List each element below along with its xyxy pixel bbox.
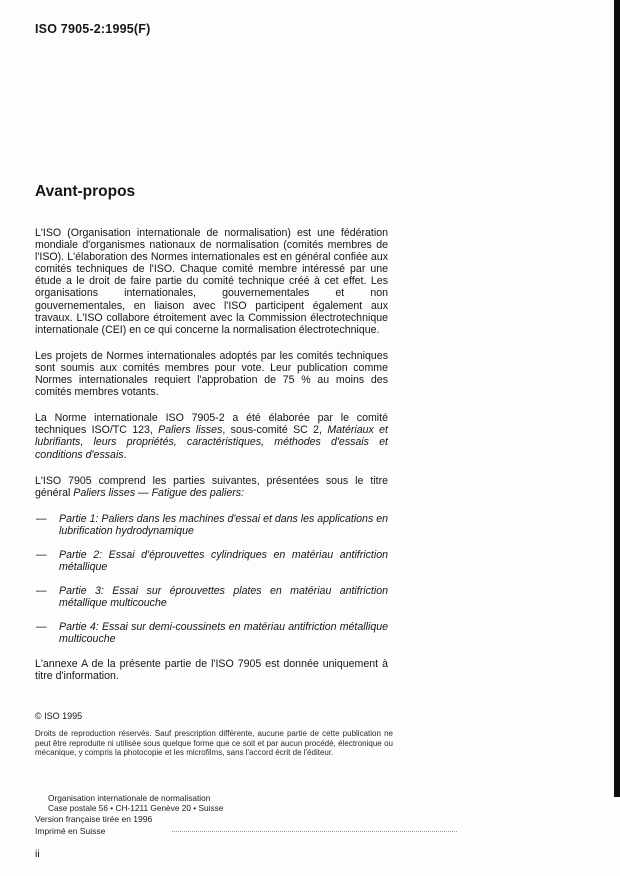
list-item-text: Partie 1: Paliers dans les machines d'essai et dans les applications en lubrification hydrodynamique	[59, 512, 388, 537]
paragraph-committee-italic-2: Matériaux et lubrifiants, leurs propriétés, caractéristiques, méthodes d'essais et conditions d'essais	[35, 424, 388, 461]
paragraph-parts-intro	[35, 475, 388, 499]
list-dash: —	[36, 548, 47, 561]
paragraph-iso-federation: L'ISO (Organisation internationale de normalisation) est une fédération mondiale d'organismes nationaux de normalisation (comités membres de l'ISO). L'élaboration des Normes internationales est en général confiée aux comités techniques de l'ISO. Chaque comité membre intéressé par une étude a le droit de faire partie du comité technique créé à cet effet. Les organisations internationales, gouvernementales et non gouvernementales, en liaison avec l'ISO participent également aux travaux. L'ISO collabore étroitement avec la Commission électrotechnique internationale (CEI) en ce qui concerne la normalisation électrotechnique.	[35, 227, 388, 336]
paragraph-committee-text-3: .	[123, 448, 127, 461]
scan-dotted-artifact	[172, 831, 457, 832]
paragraph-parts-intro-italic: Paliers lisses — Fatigue des paliers:	[73, 486, 245, 499]
list-item-text: Partie 4: Essai sur demi-coussinets en matériau antifriction métallique multicouche	[59, 621, 388, 646]
printed-line: Imprimé en Suisse	[35, 826, 106, 836]
document-reference: ISO 7905-2:1995(F)	[35, 22, 151, 36]
parts-list	[35, 513, 388, 646]
list-item-part-1	[35, 513, 388, 537]
rights-notice: Droits de reproduction réservés. Sauf prescription différente, aucune partie de cette publication ne peut être reproduite ni utilisée sous quelque forme que ce soit et par aucun procédé, électronique ou mécanique, y compris la photocopie et les microfilms, sans l'accord écrit de l'éditeur.	[35, 729, 393, 758]
paragraph-annex-note: L'annexe A de la présente partie de l'ISO 7905 est donnée uniquement à titre d'information.	[35, 657, 388, 682]
list-item-text: Partie 2: Essai d'éprouvettes cylindriques en matériau antifriction métallique	[59, 548, 388, 574]
list-dash: —	[36, 621, 47, 634]
paragraph-committee-text-2: , sous-comité SC 2,	[222, 424, 328, 437]
version-line: Version française tirée en 1996	[35, 814, 153, 824]
page-number: ii	[35, 848, 40, 860]
list-item-part-3	[35, 585, 388, 609]
paragraph-committee-text-1: La Norme internationale ISO 7905-2 a été élaborée par le comité techniques ISO/TC 123,	[35, 412, 388, 437]
paragraph-draft-standards: Les projets de Normes internationales adoptés par les comités techniques sont soumis aux comités membres pour vote. Leur publication comme Normes internationales requiert l'approbation de 75 % au moins des comités membres votants.	[35, 349, 388, 399]
list-item-part-4	[35, 621, 388, 645]
list-dash: —	[36, 512, 47, 525]
list-item-text: Partie 3: Essai sur éprouvettes plates en matériau antifriction métallique multicouche	[59, 585, 388, 610]
foreword-section	[35, 183, 388, 696]
publisher-name: Organisation internationale de normalisation	[48, 793, 211, 803]
publisher-block	[48, 793, 223, 813]
paragraph-committee-italic-1: Paliers lisses	[158, 424, 223, 437]
scan-edge-artifact	[614, 0, 620, 797]
list-item-part-2	[35, 549, 388, 573]
paragraph-parts-intro-text: L'ISO 7905 comprend les parties suivantes, présentées sous le titre général	[35, 474, 388, 499]
copyright-line: © ISO 1995	[35, 711, 83, 721]
list-dash: —	[36, 585, 47, 598]
section-title: Avant-propos	[35, 183, 136, 200]
paragraph-committee	[35, 412, 388, 460]
publisher-address: Case postale 56 • CH-1211 Genève 20 • Suisse	[48, 803, 224, 813]
